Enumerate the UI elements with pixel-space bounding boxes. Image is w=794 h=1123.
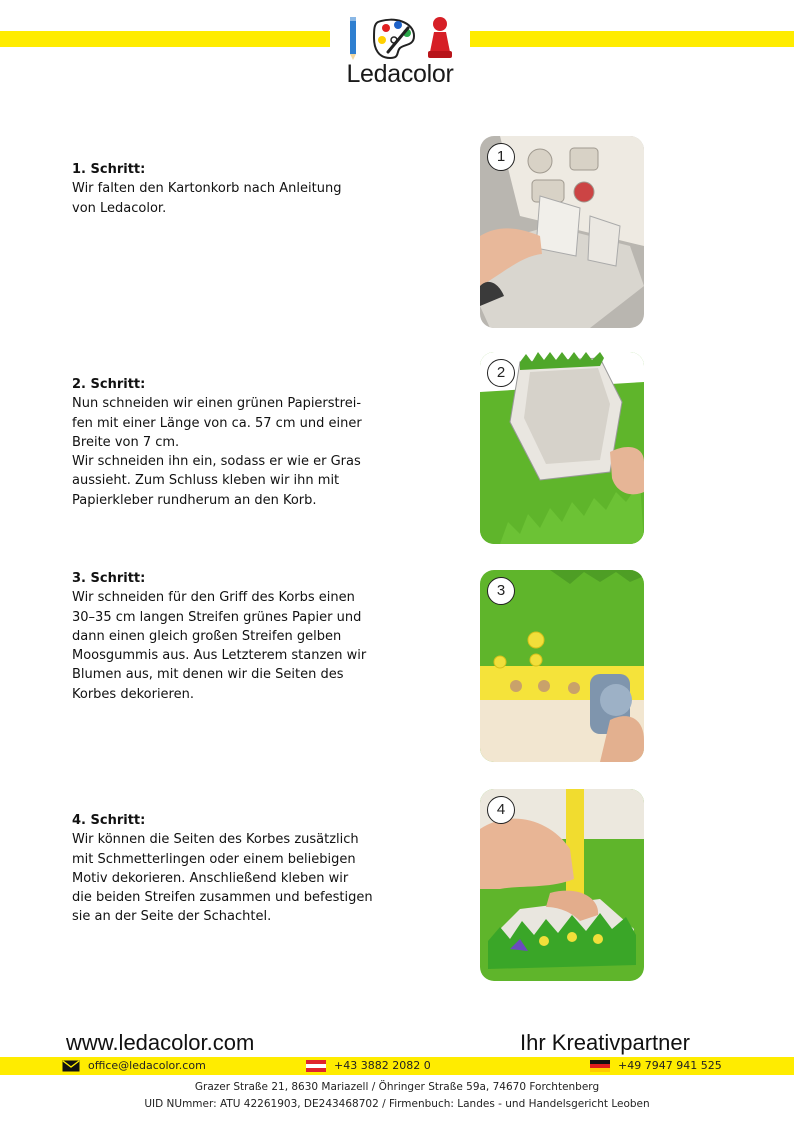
step-1-text: Wir falten den Kartonkorb nach Anleitung von Ledacolor. (72, 181, 342, 216)
phone-de-number[interactable]: +49 7947 941 525 (618, 1059, 722, 1072)
step-2-number-badge: 2 (487, 359, 515, 387)
austria-flag-icon (306, 1060, 326, 1072)
step-1-title: 1. Schritt: (72, 162, 146, 177)
step-4-photo (480, 789, 644, 981)
phone-germany[interactable] (590, 1059, 722, 1073)
step-1-photo (480, 136, 644, 328)
phone-austria[interactable] (306, 1059, 431, 1073)
step-1 (72, 160, 382, 218)
email-address[interactable]: office@ledacolor.com (88, 1059, 206, 1072)
email-contact[interactable] (62, 1059, 206, 1073)
logo-icons (348, 14, 458, 60)
step-4 (72, 811, 382, 927)
step-2 (72, 375, 382, 510)
step-2-title: 2. Schritt: (72, 377, 146, 392)
step-3-title: 3. Schritt: (72, 571, 146, 586)
slogan: Ihr Kreativpartner (520, 1030, 690, 1055)
company-address: Grazer Straße 21, 8630 Mariazell / Öhringer Straße 59a, 74670 Forchtenberg (194, 1081, 600, 1093)
step-4-number-badge: 4 (487, 796, 515, 824)
phone-at-number[interactable]: +43 3882 2082 0 (334, 1059, 431, 1072)
step-3-number-badge: 3 (487, 577, 515, 605)
step-3-text: Wir schneiden für den Griff des Korbs einen 30–35 cm langen Streifen grünes Papier und dann einen gleich großen Streifen gelben Moosgummis aus. Aus Letzterem stanzen wir Blumen aus, mit denen wir die Seiten des Korbes dekorieren. (72, 590, 367, 702)
germany-flag-icon (590, 1060, 610, 1072)
step-3 (72, 569, 382, 704)
step-1-number-badge: 1 (487, 143, 515, 171)
company-legal-info: UID NUmmer: ATU 42261903, DE243468702 / Firmenbuch: Landes - und Handelsgericht Leoben (144, 1098, 650, 1110)
logo-wordmark: Ledacolor (346, 60, 454, 88)
step-2-photo (480, 352, 644, 544)
step-2-text: Nun schneiden wir einen grünen Papierstrei- fen mit einer Länge von ca. 57 cm und einer Breite von 7 cm. Wir schneiden ihn ein, sodass er wie er Gras aussieht. Zum Schluss kleben wir ihn mit Papierkleber rundherum an den Korb. (72, 396, 362, 508)
step-4-title: 4. Schritt: (72, 813, 146, 828)
website-link[interactable]: www.ledacolor.com (66, 1030, 255, 1055)
ledacolor-logo (330, 12, 470, 90)
step-4-text: Wir können die Seiten des Korbes zusätzlich mit Schmetterlingen oder einem beliebigen Motiv dekorieren. Anschließend kleben wir die beiden Streifen zusammen und befestigen sie an der Seite der Schachtel. (72, 832, 373, 925)
footer-banner (0, 1030, 794, 1058)
step-3-photo (480, 570, 644, 762)
envelope-icon (62, 1060, 80, 1072)
